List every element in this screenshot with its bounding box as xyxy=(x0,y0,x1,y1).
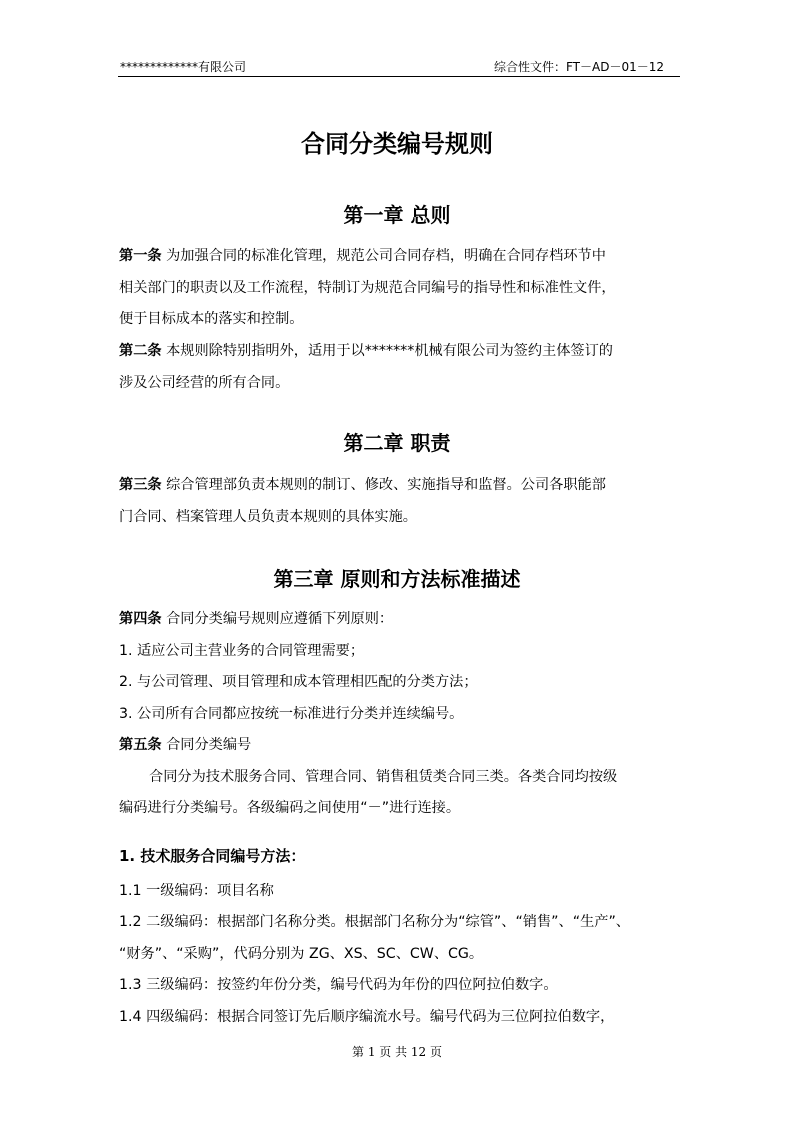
article-3-label: 第三条 xyxy=(119,477,162,493)
section-1 xyxy=(119,841,685,1033)
page-header xyxy=(118,58,680,77)
section-1-line-1-4: 1.4 四级编码：根据合同签订先后顺序编流水号。编号代码为三位阿拉伯数字， xyxy=(119,1008,615,1025)
chapter-2-heading: 第二章 职责 xyxy=(343,431,451,455)
article-5-body-line2: 编码进行分类编号。各级编码之间使用“－”进行连接。 xyxy=(119,800,461,816)
article-4-text: 合同分类编号规则应遵循下列原则： xyxy=(161,611,394,627)
section-1-line-1-3: 1.3 三级编码：按签约年份分类，编号代码为年份的四位阿拉伯数字。 xyxy=(119,977,558,993)
article-4-label: 第四条 xyxy=(119,611,162,627)
header-doc-code: 综合性文件：FT－AD－01－12 xyxy=(493,60,664,74)
article-4-item-2: 2. 与公司管理、项目管理和成本管理相匹配的分类方法； xyxy=(119,674,478,690)
article-2 xyxy=(119,336,685,399)
article-3-text: 综合管理部负责本规则的制订、修改、实施指导和监督。公司各职能部 xyxy=(161,477,606,493)
page-footer: 第 1 页 共 12 页 xyxy=(352,1045,442,1059)
article-4-item-1: 1. 适应公司主营业务的合同管理需要； xyxy=(119,642,365,659)
article-4 xyxy=(119,604,685,825)
article-1-text-line2: 相关部门的职责以及工作流程，特制订为规范合同编号的指导性和标准性文件， xyxy=(119,279,616,296)
document-title: 合同分类编号规则 xyxy=(301,129,493,158)
article-1-label: 第一条 xyxy=(119,248,162,264)
article-2-text: 本规则除特别指明外，适用于以*******机械有限公司为签约主体签订的 xyxy=(161,343,613,359)
article-4-item-3: 3. 公司所有合同都应按统一标准进行分类并连续编号。 xyxy=(119,705,464,722)
article-2-label: 第二条 xyxy=(119,343,162,359)
article-3-text-line2: 门合同、档案管理人员负责本规则的具体实施。 xyxy=(119,508,417,525)
article-5-body-line1: 合同分为技术服务合同、管理合同、销售租赁类合同三类。各类合同均按级 xyxy=(149,768,618,785)
article-1 xyxy=(119,241,685,336)
section-1-line-1-1: 1.1 一级编码：项目名称 xyxy=(119,882,274,899)
article-2-text-line2: 涉及公司经营的所有合同。 xyxy=(119,374,290,391)
header-company: *************有限公司 xyxy=(120,60,247,74)
article-1-text-line3: 便于目标成本的落实和控制。 xyxy=(119,311,304,327)
chapter-1-heading: 第一章 总则 xyxy=(343,203,451,227)
section-1-line-1-2a: 1.2 二级编码：根据部门名称分类。根据部门名称分为“综管”、“销售”、“生产”、 xyxy=(119,914,630,930)
article-5-text: 合同分类编号 xyxy=(161,737,252,753)
chapter-3-heading: 第三章 原则和方法标准描述 xyxy=(273,567,521,591)
section-1-heading: 1. 技术服务合同编号方法： xyxy=(119,847,306,865)
article-5-label: 第五条 xyxy=(119,737,162,753)
article-1-text: 为加强合同的标准化管理，规范公司合同存档，明确在合同存档环节中 xyxy=(161,248,606,264)
article-3 xyxy=(119,470,685,533)
section-1-line-1-2b: “财务”、“采购”，代码分别为 ZG、XS、SC、CW、CG。 xyxy=(119,945,484,962)
